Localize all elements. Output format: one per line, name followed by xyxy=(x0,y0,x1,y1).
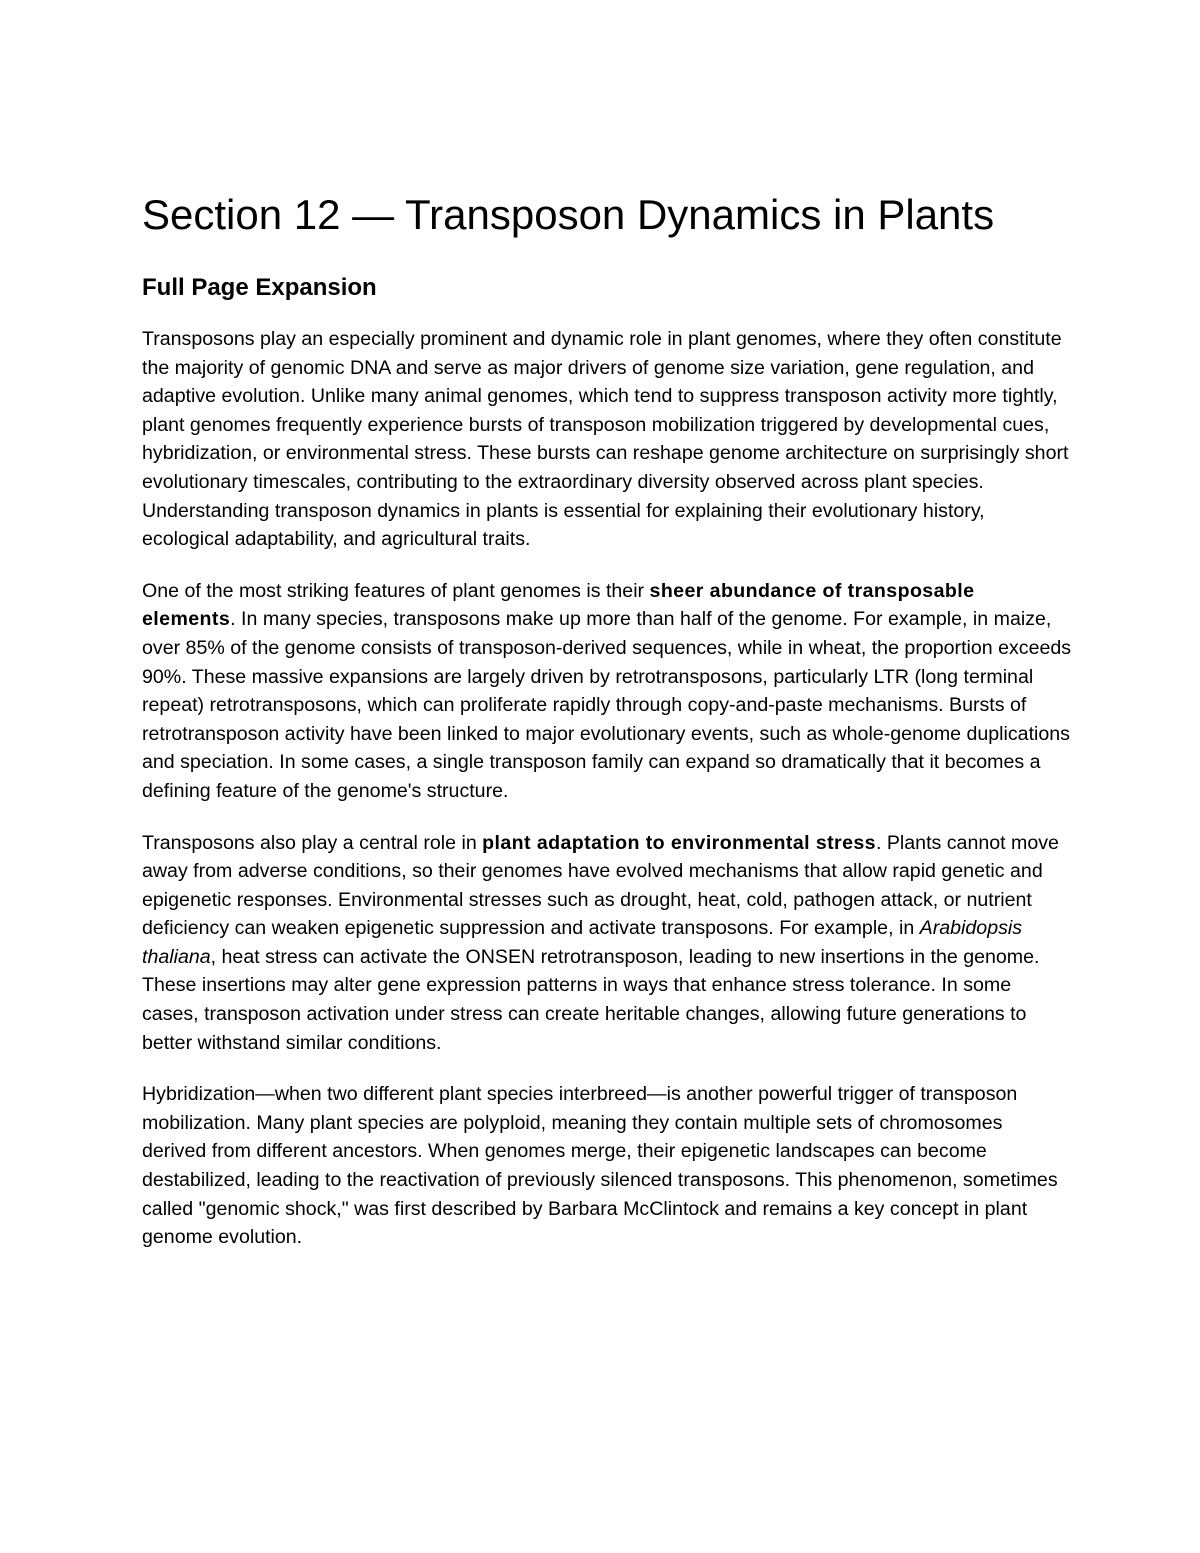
document-page xyxy=(142,186,1072,1252)
page-title: Section 12 — Transposon Dynamics in Plants xyxy=(142,191,995,238)
paragraph-hybridization: Hybridization—when two different plant species interbreed—is another powerful trigger of transposon mobilization. Many plant species are polyploid, meaning they contain multiple sets of chromosomes derived from different ancestors. When genomes merge, their epigenetic landscapes can become destabilized, leading to the reactivation of previously silenced transposons. This phenomenon, sometimes called "genomic shock," was first described by Barbara McClintock and remains a key concept in plant genome evolution. xyxy=(142,1083,1058,1249)
paragraph-text: Transposons also play a central role in xyxy=(142,831,483,854)
section-subtitle: Full Page Expansion xyxy=(142,274,377,301)
paragraph-intro: Transposons play an especially prominent and dynamic role in plant genomes, where they often constitute the majority of genomic DNA and serve as major drivers of genome size variation, gene regulation, and adaptive evolution. Unlike many animal genomes, which tend to suppress transposon activity more tightly, plant genomes frequently experience bursts of transposon mobilization triggered by developmental cues, hybridization, or environmental stress. These bursts can reshape genome architecture on surprisingly short evolutionary timescales, contributing to the extraordinary diversity observed across plant species. Understanding transposon dynamics in plants is essential for explaining their evolutionary history, ecological adaptability, and agricultural traits. xyxy=(142,328,1069,551)
paragraph-text: . In many species, transposons make up more than half of the genome. For example, in maize, over 85% of the genome consists of transposon-derived sequences, while in wheat, the proportion exceeds 90%. These massive expansions are largely driven by retrotransposons, particularly LTR (long terminal repeat) retrotransposons, which can proliferate rapidly through copy-and-paste mechanisms. Bursts of retrotransposon activity have been linked to major evolutionary events, such as whole-genome duplications and speciation. In some cases, a single transposon family can expand so dramatically that it becomes a defining feature of the genome's structure. xyxy=(142,608,1072,802)
paragraph-stress xyxy=(142,829,1072,1058)
bold-phrase: sheer abundance of transposable elements xyxy=(142,579,975,631)
bold-phrase: plant adaptation to environmental stress xyxy=(482,831,876,854)
paragraph-abundance xyxy=(142,577,1072,806)
paragraph-text: One of the most striking features of plant genomes is their xyxy=(142,579,650,602)
paragraph-text: . Plants cannot move away from adverse conditions, so their genomes have evolved mechanisms that allow rapid genetic and epigenetic responses. Environmental stresses such as drought, heat, cold, pathogen attack, or nutrient deficiency can weaken epigenetic suppression and activate transposons. For example, in xyxy=(142,831,1059,940)
paragraph-text: , heat stress can activate the ONSEN retrotransposon, leading to new insertions in the genome. These insertions may alter gene expression patterns in ways that enhance stress tolerance. In some cases, transposon activation under stress can create heritable changes, allowing future generations to better withstand similar conditions. xyxy=(142,945,1040,1054)
species-name: Arabidopsis thaliana xyxy=(142,917,1023,968)
